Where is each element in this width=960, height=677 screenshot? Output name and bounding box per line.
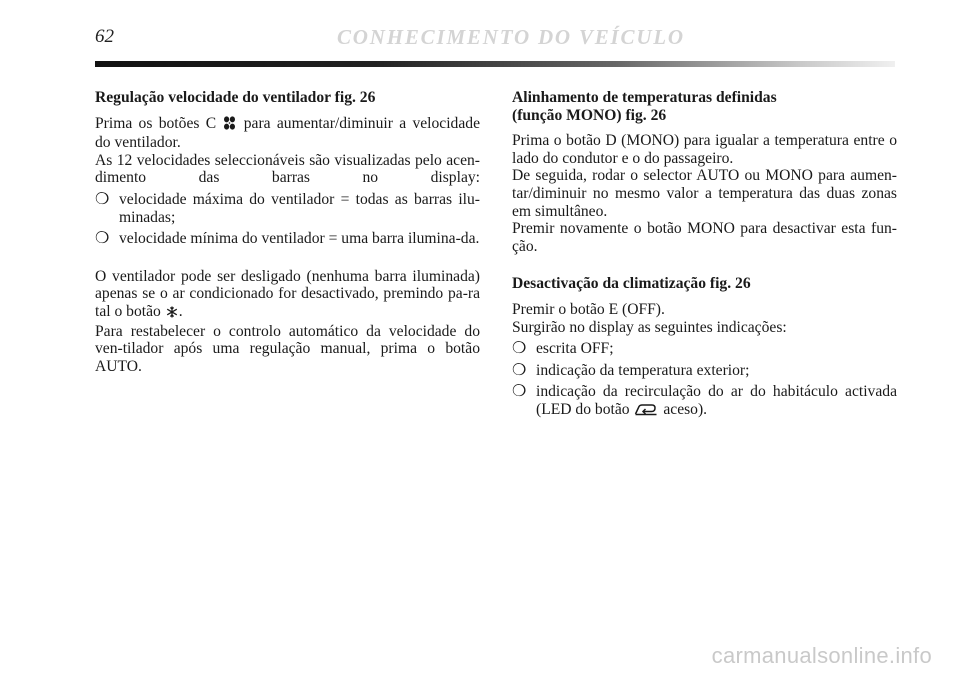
fan-icon <box>223 116 236 135</box>
list-item <box>512 340 897 358</box>
list-item-text: indicação da temperatura exterior; <box>536 361 750 379</box>
bullet-mark: ❍ <box>512 383 527 401</box>
fan-off-paragraph <box>95 268 480 323</box>
bullet-mark: ❍ <box>512 361 527 379</box>
mono-paragraph-1: Prima o botão D (MONO) para igualar a temperatura entre o lado do condutor e o do passageiro. <box>512 132 897 167</box>
list-item-text-b: aceso). <box>659 400 708 418</box>
list-item <box>95 230 480 248</box>
fan-speed-paragraph-1 <box>95 115 480 152</box>
bullet-mark: ❍ <box>95 230 110 248</box>
climate-off-heading: Desactivação da climatização fig. 26 <box>512 275 751 293</box>
list-item <box>95 191 480 226</box>
recirculation-icon <box>634 403 658 421</box>
fan-speed-heading: Regulação velocidade do ventilador fig. 26 <box>95 89 376 106</box>
left-column <box>95 89 480 375</box>
right-column <box>512 89 897 421</box>
list-item-text-a: indicação da recirculação do ar do habitáculo activada (LED do botão <box>536 383 897 418</box>
p3-text-a: O ventilador pode ser desligado (nenhuma barra iluminada) apenas se o ar condicionado for desactivado, premindo pa-ra tal o botão <box>95 267 480 320</box>
watermark: carmanualsonline.info <box>711 643 932 668</box>
list-item-text: escrita OFF; <box>536 340 614 358</box>
header-rule <box>95 61 895 67</box>
p1-text-a: Prima os botões C <box>95 114 223 132</box>
bullet-mark: ❍ <box>512 340 527 358</box>
climate-off-paragraph-1: Premir o botão E (OFF). <box>512 300 665 318</box>
mono-paragraph-2: De seguida, rodar o selector AUTO ou MONO para aumen-tar/diminuir no mesmo valor a temperatura das duas zonas em simultâneo. <box>512 167 897 220</box>
list-item-text: velocidade mínima do ventilador = uma barra ilumina-da. <box>119 230 480 248</box>
fan-speed-paragraph-2: As 12 velocidades seleccionáveis são visualizadas pelo acen-dimento das barras no display: <box>95 151 480 187</box>
fan-auto-paragraph: Para restabelecer o controlo automático da velocidade do ven-tilador após uma regulação manual, prima o botão AUTO. <box>95 322 480 375</box>
p3-text-b: . <box>178 302 183 320</box>
page-number: 62 <box>95 26 114 47</box>
fan-speed-list <box>95 191 480 248</box>
climate-off-paragraph-2: Surgirão no display as seguintes indicações: <box>512 318 787 336</box>
section-title: CONHECIMENTO DO VEÍCULO <box>337 25 685 49</box>
snowflake-icon <box>166 305 178 323</box>
mono-heading <box>512 89 897 124</box>
climate-off-list <box>512 340 897 420</box>
p1-text-b: para aumentar/diminuir a velocidade do ventilador. <box>95 114 480 152</box>
list-item <box>512 383 897 420</box>
list-item <box>512 362 897 380</box>
list-item-text: velocidade máxima do ventilador = todas as barras ilu-minadas; <box>119 190 480 226</box>
mono-heading-line-1: Alinhamento de temperaturas definidas <box>512 89 777 106</box>
bullet-mark: ❍ <box>95 190 110 208</box>
mono-heading-line-2: (função MONO) fig. 26 <box>512 106 667 124</box>
mono-paragraph-3: Premir novamente o botão MONO para desactivar esta fun-ção. <box>512 220 897 255</box>
